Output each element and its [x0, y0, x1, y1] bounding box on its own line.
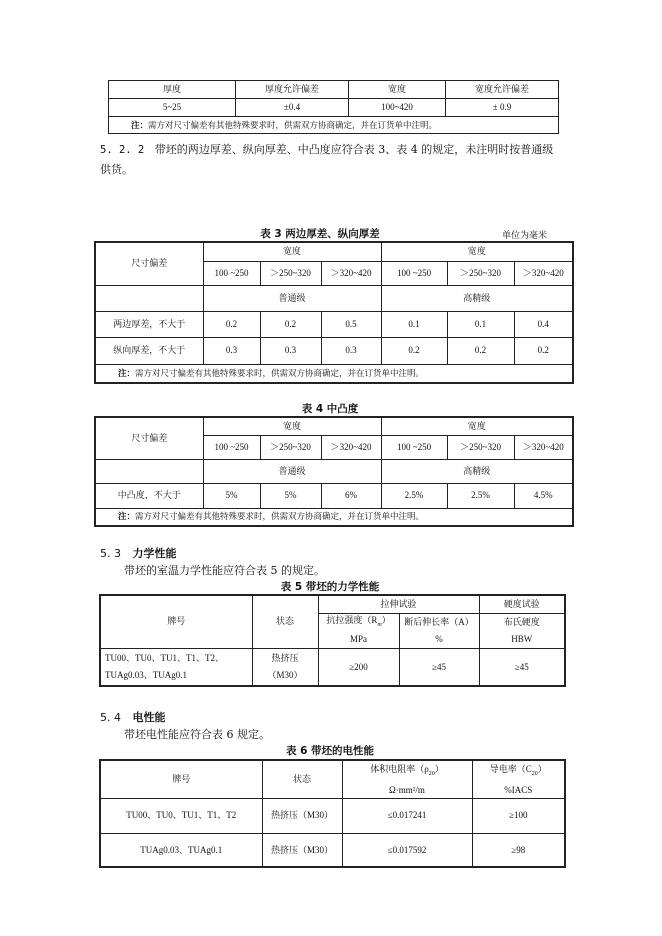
- cell: 5%: [203, 483, 260, 508]
- section-5-4-heading: [100, 709, 166, 725]
- table3-empty: [95, 285, 203, 311]
- table5-hard-unit: HBW: [479, 631, 565, 648]
- table6-cond: ≥100: [472, 798, 565, 833]
- table-row: [95, 483, 573, 508]
- table4-width-6: ＞320~420: [514, 435, 573, 459]
- table5-col-state: 状态: [252, 595, 318, 648]
- table6-resist: ≤0.017241: [342, 798, 472, 833]
- table5: [99, 594, 566, 687]
- table-row: [95, 311, 573, 337]
- table3-grade-normal: 普通级: [203, 285, 381, 311]
- section-title: 力学性能: [132, 547, 177, 560]
- table6-cond: ≥98: [472, 833, 565, 867]
- table3-width-1: 100 ~250: [203, 261, 260, 285]
- section-5-3-text: 带坯的室温力学性能应符合表 5 的规定。: [124, 564, 325, 577]
- cell-thickness-tolerance: ±0.4: [236, 99, 349, 117]
- table3-width-5: ＞250~320: [447, 261, 514, 285]
- table-row: [100, 833, 565, 867]
- table3-width-4: 100 ~250: [381, 261, 447, 285]
- table6-grade: TUAg0.03、TUAg0.1: [100, 833, 262, 867]
- table3: [94, 241, 574, 384]
- para-line-2: 供货。: [100, 163, 133, 176]
- cell: 2.5%: [447, 483, 514, 508]
- section-number: 5. 3: [100, 547, 121, 560]
- table4: [94, 416, 574, 527]
- table4-width-1: 100 ~250: [203, 435, 260, 459]
- cell: 6%: [321, 483, 381, 508]
- section-number: 5. 4: [100, 711, 121, 724]
- header-width-tolerance: 宽度允许偏差: [446, 81, 559, 99]
- table6-col-state: 状态: [262, 760, 342, 798]
- table4-grade-normal: 普通级: [203, 459, 381, 483]
- table6-title: 表 6 带坯的电性能: [285, 745, 375, 757]
- section-title: 电性能: [132, 711, 166, 724]
- table3-width-6: ＞320~420: [514, 261, 573, 285]
- cell: 0.1: [447, 311, 514, 337]
- table5-grades: TU00、TU0、TU1、T1、T2、 TUAg0.03、TUAg0.1: [100, 648, 252, 686]
- table4-width-4: 100 ~250: [381, 435, 447, 459]
- tolerance-table: [108, 80, 559, 134]
- cell: 0.1: [381, 311, 447, 337]
- cell: 0.2: [260, 311, 321, 337]
- table3-grade-high: 高精级: [381, 285, 573, 311]
- para-5-2-2: [100, 140, 580, 179]
- table3-width-3: ＞320~420: [321, 261, 381, 285]
- cell-width: 100~420: [349, 99, 446, 117]
- row-label: 中凸度，不大于: [95, 483, 203, 508]
- table6-state: 热挤压（M30）: [262, 833, 342, 867]
- table6-resist-header: 体积电阻率$(\rho_{20})$ Ω·mm²/m: [342, 760, 472, 798]
- cell: 5%: [260, 483, 321, 508]
- table5-hard-value: ≥45: [479, 648, 565, 686]
- table-row: [100, 648, 565, 686]
- table4-grade-high: 高精级: [381, 459, 573, 483]
- row-label: 纵向厚差，不大于: [95, 337, 203, 364]
- table4-width-label-high: 宽度: [381, 417, 573, 435]
- table4-row-header: 尺寸偏差: [95, 417, 203, 459]
- section-number: 5. 2. 2: [100, 144, 145, 156]
- cell-width-tolerance: ± 0.9: [446, 99, 559, 117]
- table5-tensile-group: 拉伸试验: [318, 595, 479, 613]
- table-note: 注：需方对尺寸偏差有其他特殊要求时，供需双方协商确定，并在订货单中注明。: [109, 117, 559, 134]
- table5-title: 表 5 带坯的力学性能: [280, 581, 380, 593]
- table5-strength-value: ≥200: [318, 648, 399, 686]
- cell: 0.4: [514, 311, 573, 337]
- table3-title: 表 3 两边厚差、纵向厚差: [260, 228, 380, 240]
- cell: 0.2: [447, 337, 514, 364]
- cell: 2.5%: [381, 483, 447, 508]
- table3-width-label-normal: 宽度: [203, 242, 381, 261]
- table5-elong-value: ≥45: [399, 648, 479, 686]
- header-thickness: 厚度: [109, 81, 236, 99]
- table-row: [95, 337, 573, 364]
- table4-empty: [95, 459, 203, 483]
- table4-note: 注：需方对尺寸偏差有其他特殊要求时，供需双方协商确定，并在订货单中注明。: [95, 508, 573, 526]
- table3-unit: 单位为毫米: [502, 231, 548, 241]
- table5-col-grade: 牌号: [100, 595, 252, 648]
- table5-strength-unit: MPa: [318, 631, 399, 648]
- table4-title: 表 4 中凸度: [301, 403, 359, 415]
- table6: [99, 759, 566, 868]
- table3-width-label-high: 宽度: [381, 242, 573, 261]
- cell: 0.3: [203, 337, 260, 364]
- table6-state: 热挤压（M30）: [262, 798, 342, 833]
- table4-width-3: ＞320~420: [321, 435, 381, 459]
- cell: 0.2: [381, 337, 447, 364]
- table5-state: 热挤压 （M30）: [252, 648, 318, 686]
- para-line-1: 带坯的两边厚差、纵向厚差、中凸度应符合表 3、表 4 的规定，未注明时按普通级: [154, 143, 554, 156]
- table-row: [100, 798, 565, 833]
- table5-elong-unit: %: [399, 631, 479, 648]
- table5-hardness-group: 硬度试验: [479, 595, 565, 613]
- cell: 0.5: [321, 311, 381, 337]
- section-5-4-text: 带坯电性能应符合表 6 规定。: [124, 728, 270, 741]
- table5-strength-label: 抗拉强度$(R_m)$: [318, 613, 399, 631]
- table4-width-2: ＞250~320: [260, 435, 321, 459]
- cell: 4.5%: [514, 483, 573, 508]
- cell: 0.3: [260, 337, 321, 364]
- table3-width-2: ＞250~320: [260, 261, 321, 285]
- section-5-3-heading: [100, 545, 177, 561]
- cell: 0.3: [321, 337, 381, 364]
- table5-elong-label: 断后伸长率（A）: [399, 613, 479, 631]
- header-width: 宽度: [349, 81, 446, 99]
- cell: 0.2: [514, 337, 573, 364]
- table5-hard-label: 布氏硬度: [479, 613, 565, 631]
- table6-resist: ≤0.017592: [342, 833, 472, 867]
- cell-thickness: 5~25: [109, 99, 236, 117]
- table6-grade: TU00、TU0、TU1、T1、T2: [100, 798, 262, 833]
- cell: 0.2: [203, 311, 260, 337]
- table4-width-label-normal: 宽度: [203, 417, 381, 435]
- table4-width-5: ＞250~320: [447, 435, 514, 459]
- row-label: 两边厚差，不大于: [95, 311, 203, 337]
- table6-col-grade: 牌号: [100, 760, 262, 798]
- table6-cond-header: 导电率$(C_{20})$ %IACS: [472, 760, 565, 798]
- table3-row-header: 尺寸偏差: [95, 242, 203, 285]
- header-thickness-tolerance: 厚度允许偏差: [236, 81, 349, 99]
- table3-note: 注：需方对尺寸偏差有其他特殊要求时，供需双方协商确定，并在订货单中注明。: [95, 364, 573, 383]
